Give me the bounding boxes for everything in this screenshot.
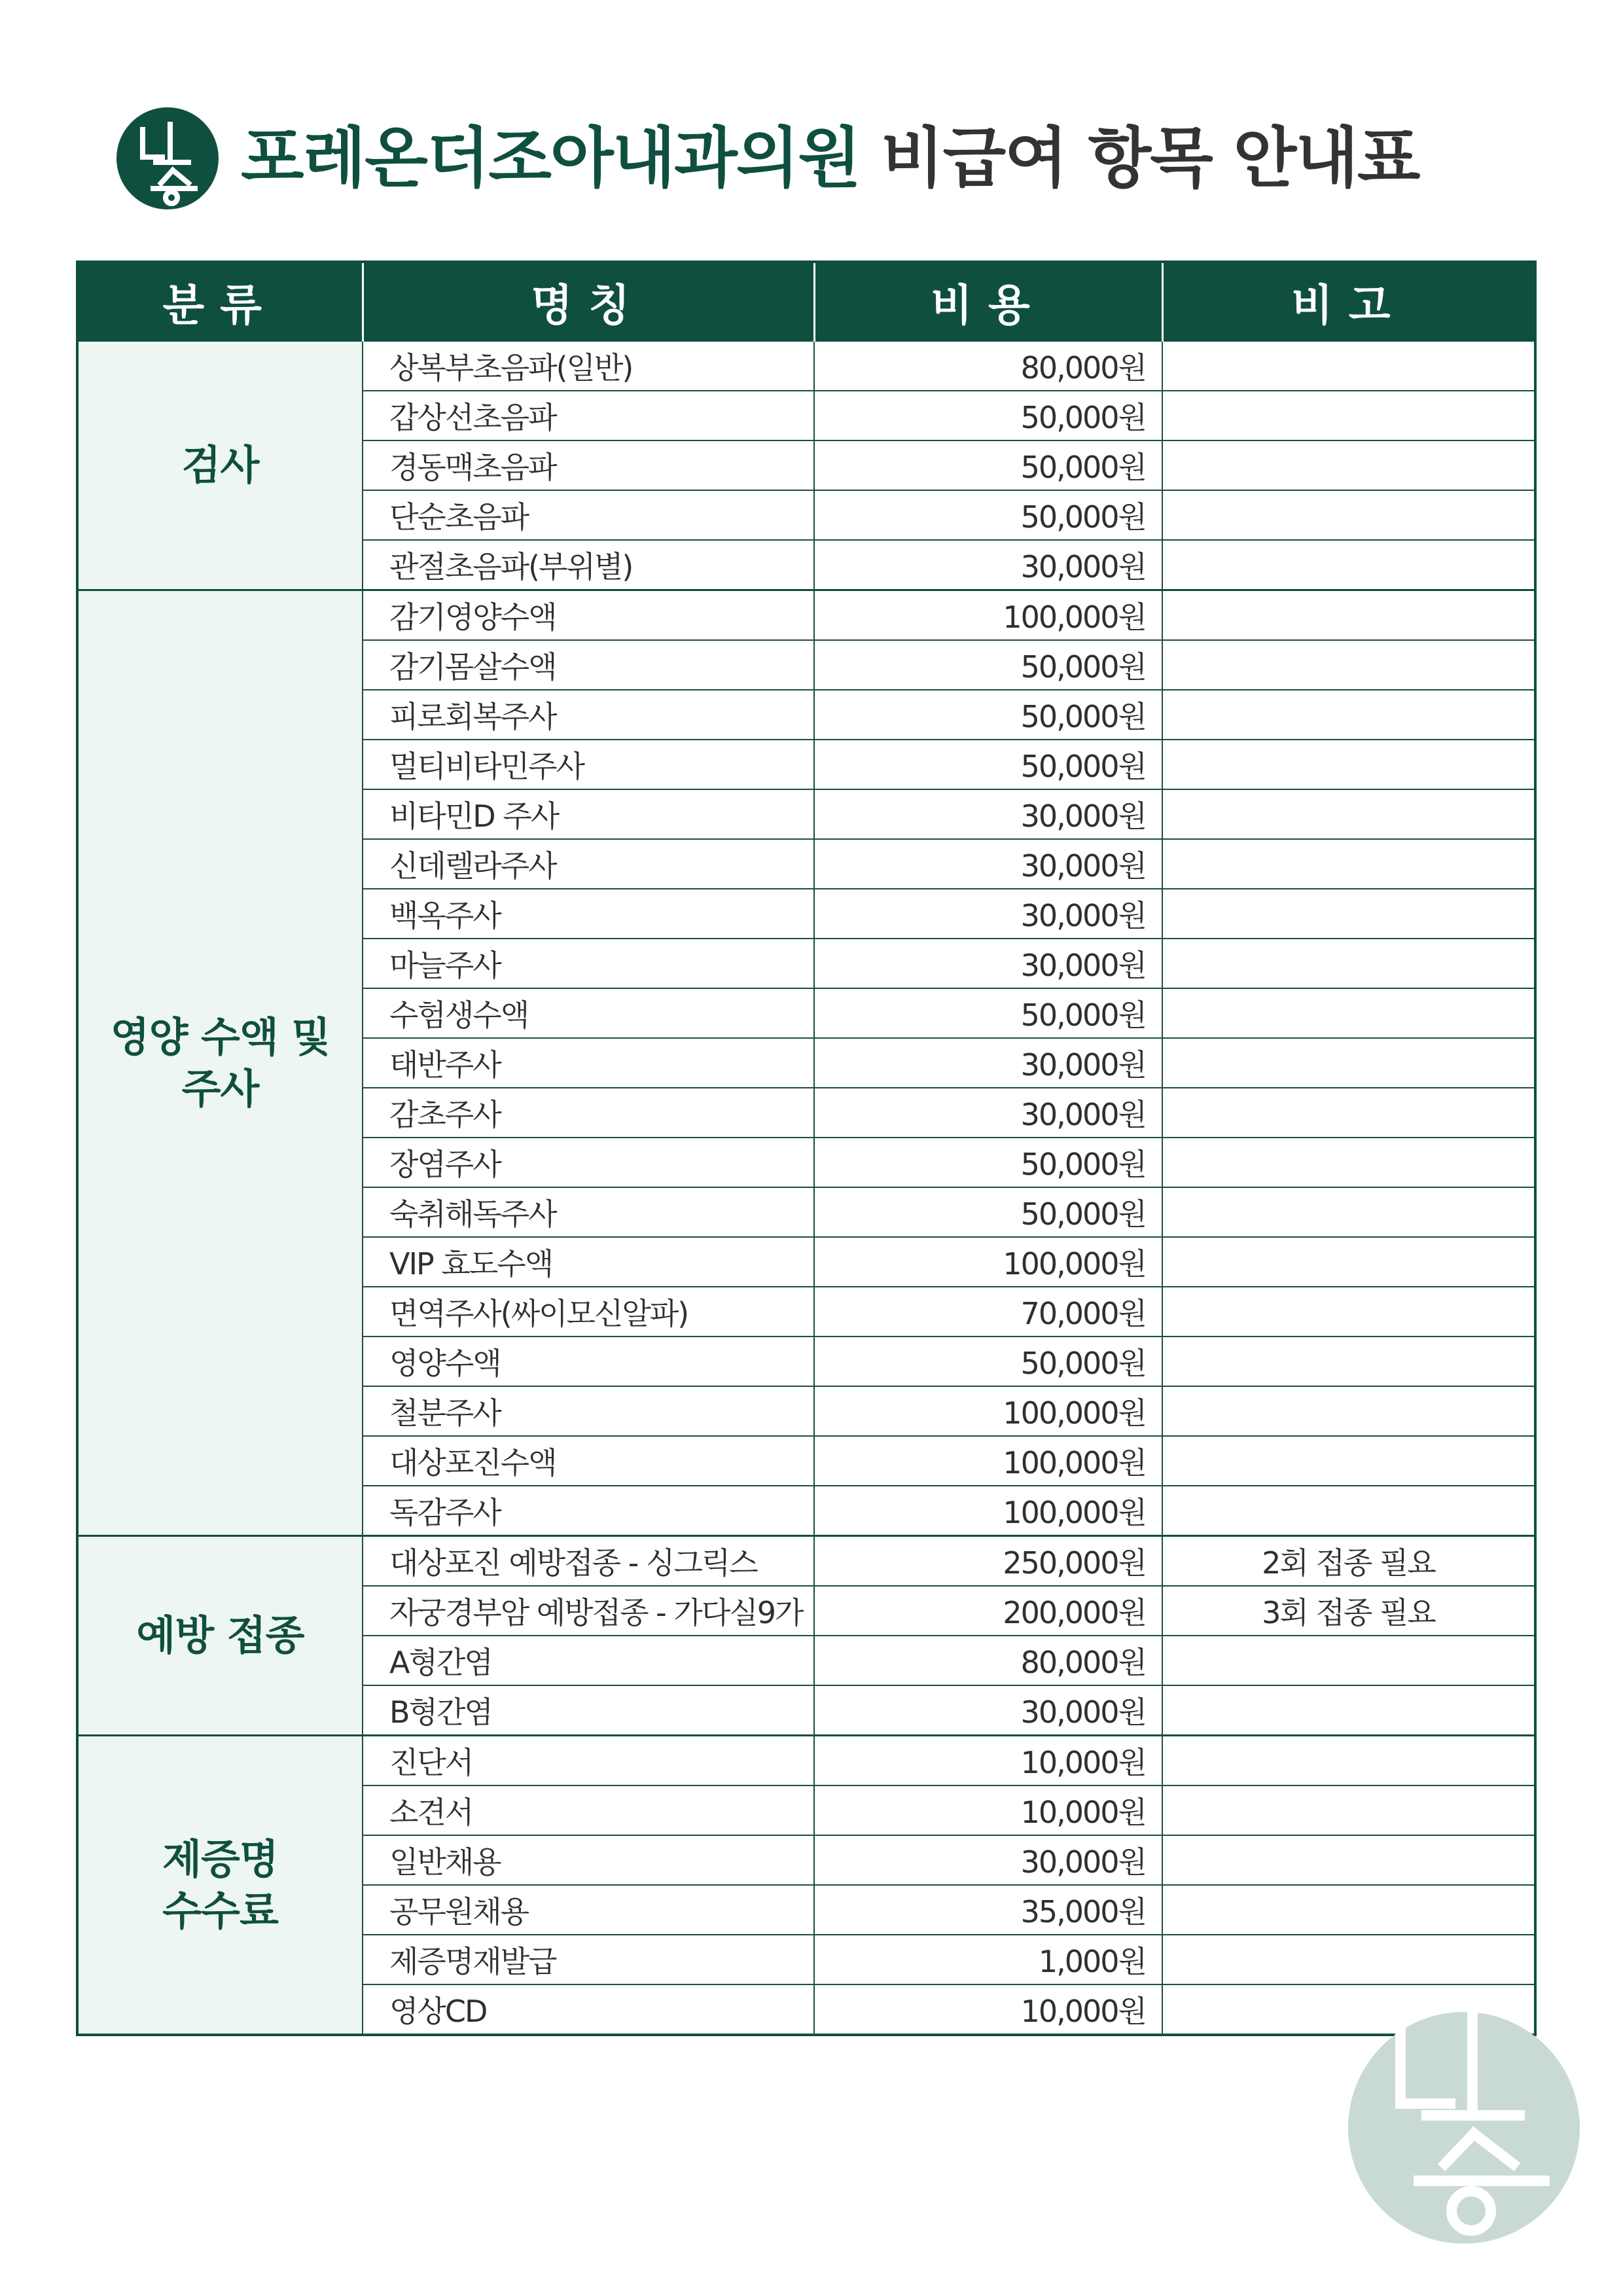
item-price-cell: 50,000원 — [814, 640, 1162, 690]
item-note-cell — [1162, 939, 1535, 988]
item-name-cell: 자궁경부암 예방접종 - 가다실9가 — [363, 1586, 814, 1636]
item-price-cell: 50,000원 — [814, 391, 1162, 440]
item-price-cell: 100,000원 — [814, 1386, 1162, 1436]
item-name-cell: 마늘주사 — [363, 939, 814, 988]
item-name-cell: 단순초음파 — [363, 490, 814, 540]
category-cell: 예방 접종 — [77, 1536, 363, 1736]
item-name-cell: 영상CD — [363, 1984, 814, 2035]
item-note-cell — [1162, 1636, 1535, 1685]
item-price-cell: 50,000원 — [814, 490, 1162, 540]
item-note-cell — [1162, 1336, 1535, 1386]
item-note-cell — [1162, 690, 1535, 740]
item-price-cell: 50,000원 — [814, 1138, 1162, 1187]
clinic-name: 포레온더조아내과의원 — [241, 120, 860, 196]
item-name-cell: 영양수액 — [363, 1336, 814, 1386]
item-price-cell: 70,000원 — [814, 1287, 1162, 1336]
item-price-cell: 50,000원 — [814, 440, 1162, 490]
item-note-cell — [1162, 391, 1535, 440]
item-note-cell — [1162, 1935, 1535, 1984]
item-name-cell: 신데렐라주사 — [363, 839, 814, 889]
item-name-cell: 철분주사 — [363, 1386, 814, 1436]
item-note-cell — [1162, 1835, 1535, 1885]
item-price-cell: 30,000원 — [814, 889, 1162, 939]
item-price-cell: 30,000원 — [814, 540, 1162, 590]
item-price-cell: 30,000원 — [814, 1835, 1162, 1885]
item-name-cell: 감초주사 — [363, 1088, 814, 1138]
item-note-cell — [1162, 839, 1535, 889]
item-name-cell: 일반채용 — [363, 1835, 814, 1885]
clinic-logo-icon — [116, 107, 219, 209]
page-header — [116, 106, 1419, 211]
item-name-cell: 수험생수액 — [363, 988, 814, 1038]
category-cell: 검사 — [77, 341, 363, 590]
column-header-note: 비고 — [1162, 262, 1535, 341]
table-row — [77, 1536, 1535, 1587]
item-note-cell — [1162, 1486, 1535, 1536]
item-price-cell: 80,000원 — [814, 341, 1162, 391]
item-note-cell — [1162, 440, 1535, 490]
item-note-cell — [1162, 1685, 1535, 1736]
item-name-cell: 멀티비타민주사 — [363, 740, 814, 789]
item-name-cell: 피로회복주사 — [363, 690, 814, 740]
item-name-cell: 갑상선초음파 — [363, 391, 814, 440]
item-price-cell: 30,000원 — [814, 1038, 1162, 1088]
category-cell: 제증명 수수료 — [77, 1736, 363, 2036]
item-name-cell: 백옥주사 — [363, 889, 814, 939]
item-price-cell: 50,000원 — [814, 1187, 1162, 1237]
item-note-cell — [1162, 640, 1535, 690]
item-note-cell — [1162, 341, 1535, 391]
item-price-cell: 100,000원 — [814, 1436, 1162, 1486]
item-name-cell: 공무원채용 — [363, 1885, 814, 1935]
item-name-cell: 숙취해독주사 — [363, 1187, 814, 1237]
table-header-row — [77, 262, 1535, 341]
clinic-logo-watermark-icon — [1348, 2012, 1580, 2244]
page-title — [241, 120, 1419, 196]
item-price-cell: 30,000원 — [814, 839, 1162, 889]
item-note-cell — [1162, 1088, 1535, 1138]
item-name-cell: 태반주사 — [363, 1038, 814, 1088]
item-name-cell: 면역주사(싸이모신알파) — [363, 1287, 814, 1336]
item-name-cell: 감기영양수액 — [363, 590, 814, 641]
item-name-cell: B형간염 — [363, 1685, 814, 1736]
item-price-cell: 100,000원 — [814, 1237, 1162, 1287]
item-note-cell — [1162, 1138, 1535, 1187]
non-covered-fee-table — [76, 260, 1537, 2036]
item-price-cell: 10,000원 — [814, 1984, 1162, 2035]
item-note-cell — [1162, 1237, 1535, 1287]
item-note-cell — [1162, 1436, 1535, 1486]
item-note-cell — [1162, 1785, 1535, 1835]
item-name-cell: 독감주사 — [363, 1486, 814, 1536]
item-price-cell: 100,000원 — [814, 1486, 1162, 1536]
item-price-cell: 50,000원 — [814, 740, 1162, 789]
table-body — [77, 341, 1535, 2036]
item-price-cell: 30,000원 — [814, 939, 1162, 988]
table-row — [77, 341, 1535, 391]
item-note-cell — [1162, 1885, 1535, 1935]
item-price-cell: 35,000원 — [814, 1885, 1162, 1935]
item-name-cell: 경동맥초음파 — [363, 440, 814, 490]
item-price-cell: 10,000원 — [814, 1785, 1162, 1835]
item-price-cell: 250,000원 — [814, 1536, 1162, 1587]
item-name-cell: 상복부초음파(일반) — [363, 341, 814, 391]
item-price-cell: 50,000원 — [814, 988, 1162, 1038]
item-price-cell: 30,000원 — [814, 1088, 1162, 1138]
item-name-cell: 진단서 — [363, 1736, 814, 1786]
category-cell: 영양 수액 및 주사 — [77, 590, 363, 1536]
item-price-cell: 10,000원 — [814, 1736, 1162, 1786]
item-note-cell — [1162, 789, 1535, 839]
item-name-cell: 관절초음파(부위별) — [363, 540, 814, 590]
item-note-cell: 3회 접종 필요 — [1162, 1586, 1535, 1636]
item-note-cell: 2회 접종 필요 — [1162, 1536, 1535, 1587]
item-price-cell: 200,000원 — [814, 1586, 1162, 1636]
item-price-cell: 30,000원 — [814, 789, 1162, 839]
item-note-cell — [1162, 740, 1535, 789]
item-name-cell: VIP 효도수액 — [363, 1237, 814, 1287]
item-name-cell: 소견서 — [363, 1785, 814, 1835]
item-price-cell: 1,000원 — [814, 1935, 1162, 1984]
column-header-category: 분류 — [77, 262, 363, 341]
item-price-cell: 50,000원 — [814, 1336, 1162, 1386]
item-note-cell — [1162, 590, 1535, 641]
item-note-cell — [1162, 988, 1535, 1038]
item-note-cell — [1162, 540, 1535, 590]
item-price-cell: 80,000원 — [814, 1636, 1162, 1685]
column-header-price: 비용 — [814, 262, 1162, 341]
item-note-cell — [1162, 889, 1535, 939]
item-note-cell — [1162, 1187, 1535, 1237]
item-price-cell: 50,000원 — [814, 690, 1162, 740]
item-note-cell — [1162, 490, 1535, 540]
item-price-cell: 30,000원 — [814, 1685, 1162, 1736]
item-note-cell — [1162, 1287, 1535, 1336]
item-note-cell — [1162, 1038, 1535, 1088]
item-note-cell — [1162, 1386, 1535, 1436]
item-name-cell: 감기몸살수액 — [363, 640, 814, 690]
table-row — [77, 1736, 1535, 1786]
item-name-cell: 대상포진수액 — [363, 1436, 814, 1486]
item-price-cell: 100,000원 — [814, 590, 1162, 641]
item-name-cell: 비타민D 주사 — [363, 789, 814, 839]
item-name-cell: A형간염 — [363, 1636, 814, 1685]
item-name-cell: 제증명재발급 — [363, 1935, 814, 1984]
page-subtitle: 비급여 항목 안내표 — [881, 120, 1419, 196]
table-row — [77, 590, 1535, 641]
column-header-name: 명칭 — [363, 262, 814, 341]
item-name-cell: 대상포진 예방접종 - 싱그릭스 — [363, 1536, 814, 1587]
item-note-cell — [1162, 1736, 1535, 1786]
item-name-cell: 장염주사 — [363, 1138, 814, 1187]
